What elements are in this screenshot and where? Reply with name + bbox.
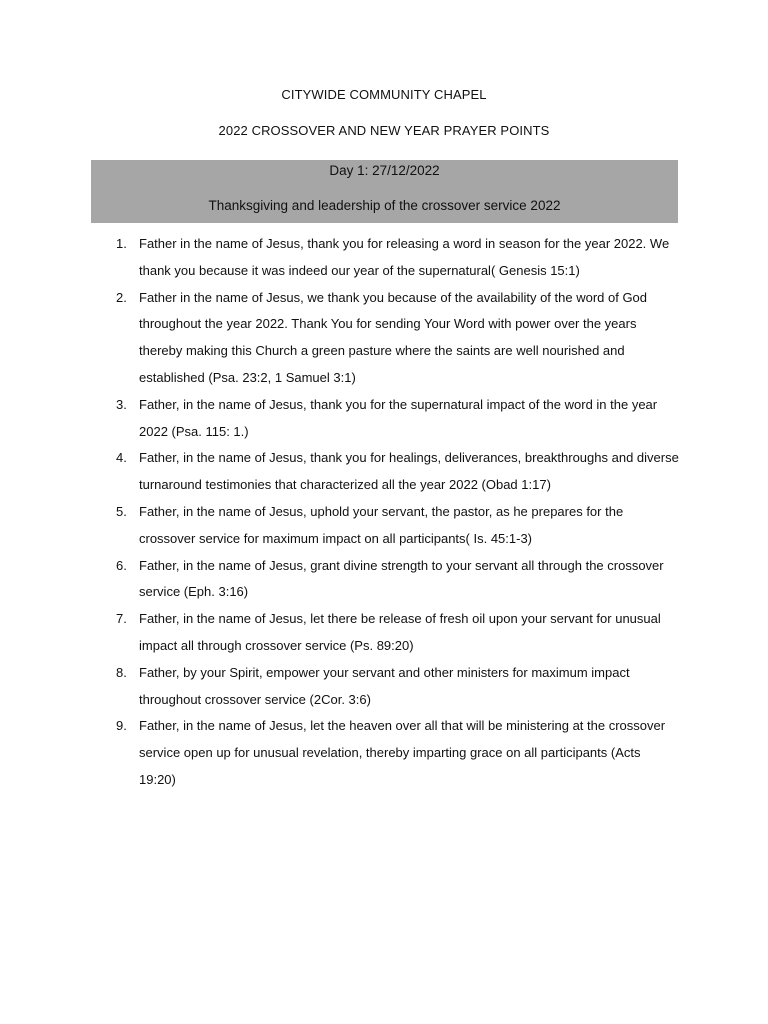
day-heading: Day 1: 27/12/2022 — [329, 163, 440, 178]
prayer-item — [0, 445, 679, 499]
prayer-list — [0, 231, 768, 794]
prayer-item — [0, 713, 679, 793]
prayer-text: Father, by your Spirit, empower your servant and other ministers for maximum impact throughout crossover service (2Cor. 3:6) — [139, 664, 630, 707]
prayer-item — [0, 392, 679, 446]
prayer-number: 8. — [116, 664, 127, 680]
prayer-text: Father, in the name of Jesus, let the heaven over all that will be ministering at the crossover service open up for unusual revelation, thereby imparting grace on all participants (Acts 19:20) — [139, 718, 666, 787]
prayer-number: 1. — [116, 236, 127, 251]
prayer-number: 2. — [116, 289, 127, 305]
prayer-number: 9. — [116, 718, 127, 734]
prayer-item — [0, 553, 679, 607]
prayer-text: Father, in the name of Jesus, uphold your servant, the pastor, as he prepares for the crossover service for maximum impact on all participants( Is. 45:1-3) — [139, 503, 624, 546]
prayer-number: 7. — [116, 611, 127, 627]
prayer-text: Father, in the name of Jesus, thank you for the supernatural impact of the word in the year 2022 (Psa. 115: 1.) — [139, 396, 658, 439]
prayer-item — [0, 231, 679, 285]
day-theme: Thanksgiving and leadership of the crossover service 2022 — [208, 198, 561, 213]
day-banner — [91, 160, 678, 223]
prayer-item — [0, 499, 679, 553]
prayer-item — [0, 285, 679, 392]
chapel-name: CITYWIDE COMMUNITY CHAPEL — [281, 87, 487, 102]
prayer-text: Father in the name of Jesus, thank you for releasing a word in season for the year 2022. We thank you because it was indeed our year of the supernatural( Genesis 15:1) — [139, 236, 670, 278]
prayer-text: Father, in the name of Jesus, grant divine strength to your servant all through the crossover service (Eph. 3:16) — [139, 557, 664, 600]
prayer-number: 6. — [116, 557, 127, 573]
prayer-text: Father, in the name of Jesus, let there be release of fresh oil upon your servant for unusual impact all through crossover service (Ps. 89:20) — [139, 611, 661, 653]
prayer-item — [0, 606, 679, 660]
prayer-text: Father, in the name of Jesus, thank you for healings, deliverances, breakthroughs and diverse turnaround testimonies that characterized all the year 2022 (Obad 1:17) — [139, 450, 679, 493]
document-title: 2022 CROSSOVER AND NEW YEAR PRAYER POINTS — [218, 123, 550, 138]
prayer-number: 5. — [116, 503, 127, 519]
prayer-text: Father in the name of Jesus, we thank you because of the availability of the word of God throughout the year 2022. Thank You for sending Your Word with power over the years thereby making this Church a green pasture where the saints are well nourished and established (Psa. 23:2, 1 Samuel 3:1) — [139, 289, 648, 385]
prayer-number: 3. — [116, 396, 127, 412]
prayer-item — [0, 660, 679, 714]
prayer-number: 4. — [116, 450, 127, 466]
